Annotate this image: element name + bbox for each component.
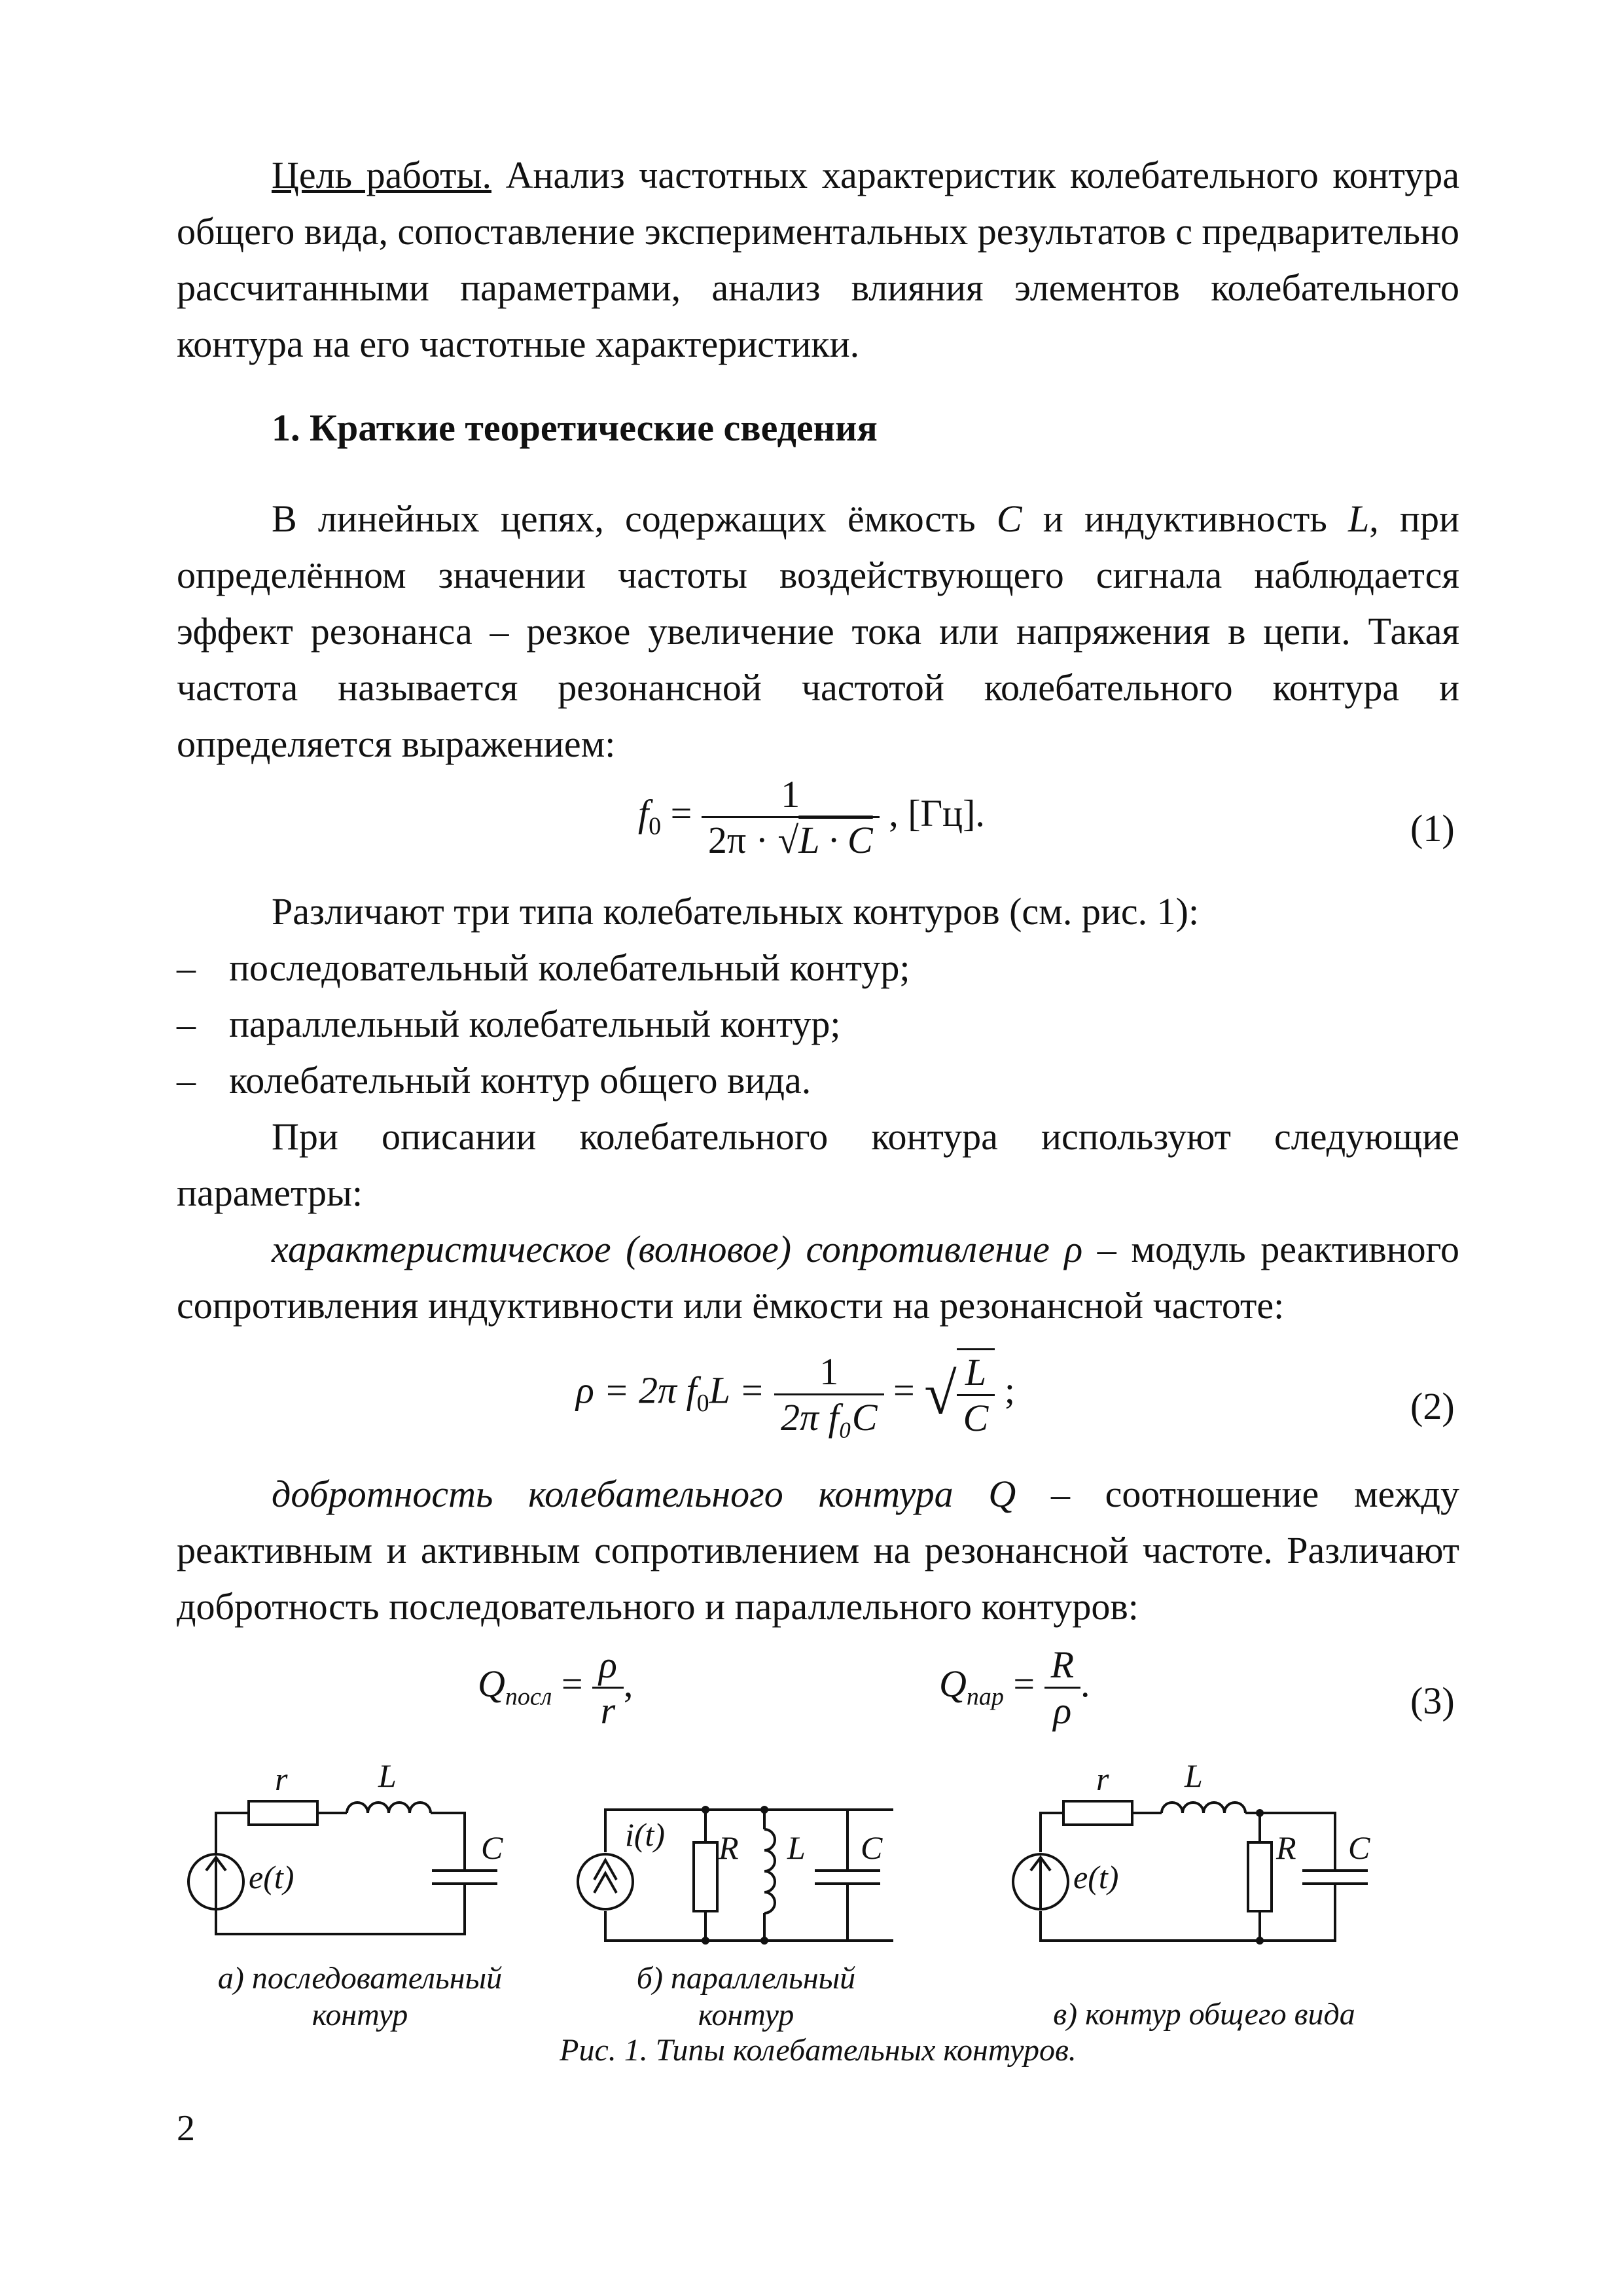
circuit-general bbox=[1013, 1801, 1368, 1941]
params-intro: При описании колебательного контура используют следующие параметры: bbox=[177, 1115, 1459, 1214]
eq3-q2-den: ρ bbox=[1053, 1689, 1072, 1732]
equation-3-parallel: $Q_{пар}$ = $\frac{R}{\rho}$ . bbox=[939, 1643, 1090, 1732]
label-l: L bbox=[1185, 1757, 1203, 1794]
eq1-radicand: L · C bbox=[798, 819, 873, 861]
label-c: C bbox=[861, 1829, 883, 1866]
caption-a: а) последовательный контур bbox=[217, 1961, 503, 2032]
eq2-sqrt-den: C bbox=[963, 1397, 989, 1439]
eq2-denominator: 2π f₀C bbox=[781, 1395, 878, 1439]
resistor-r-icon bbox=[249, 1801, 317, 1825]
circuits-figure bbox=[0, 1754, 1623, 1990]
eq3-q2-lhs: Q bbox=[939, 1662, 967, 1705]
rho-term: характеристическое (волновое) сопротивление ρ bbox=[272, 1228, 1083, 1270]
eq1-lhs: f bbox=[638, 791, 649, 834]
inductor-l-icon bbox=[764, 1829, 775, 1913]
section-title: 1. Краткие теоретические сведения bbox=[272, 406, 878, 449]
eq2-numerator: 1 bbox=[774, 1350, 884, 1395]
equation-3-series: $Q_{посл}$ = $\frac{\rho}{r}$ , bbox=[478, 1643, 633, 1732]
label-source: e(t) bbox=[249, 1859, 294, 1895]
intro-text-3: , при определённом значении частоты воздействующего сигнала наблюдается эффект резонанса – резкое увеличение тока или напряжения в цепи. Такая частота называется резонансной частотой колебательного контура и определяется выражением: bbox=[177, 497, 1459, 765]
q-text: – соотношение между реактивным и активным сопротивлением на резонансной частоте. Различают добротность последовательного и параллельного контуров: bbox=[177, 1473, 1459, 1628]
label-l: L bbox=[378, 1757, 397, 1794]
list-item-text: параллельный колебательный контур; bbox=[229, 1003, 841, 1045]
label-c: C bbox=[481, 1829, 503, 1866]
equation-1: $f_0$ = $\frac{1}{2\pi \cdot √L \cdot C}$ , [Гц]. bbox=[638, 773, 985, 861]
list-item: – колебательный контур общего вида. bbox=[177, 1059, 812, 1102]
eq2-end: ; bbox=[1004, 1369, 1015, 1412]
eq3-q1-num: ρ bbox=[592, 1643, 624, 1689]
eq1-numerator: 1 bbox=[702, 772, 880, 818]
intro-paragraph bbox=[177, 491, 1459, 772]
inductor-l-icon bbox=[1162, 1803, 1245, 1813]
list-item-text: последовательный колебательный контур; bbox=[229, 946, 910, 989]
rho-definition bbox=[177, 1221, 1459, 1334]
intro-text-2: и индуктивность bbox=[1022, 497, 1348, 540]
eq3-q2-end: . bbox=[1080, 1662, 1090, 1705]
eq3-number: (3) bbox=[1410, 1679, 1455, 1722]
eq3-q1-sub: посл bbox=[505, 1683, 552, 1711]
eq1-fraction bbox=[702, 772, 880, 862]
eq1-number: (1) bbox=[1410, 807, 1455, 850]
q-definition bbox=[177, 1466, 1459, 1635]
goal-label: Цель работы. bbox=[272, 154, 491, 196]
caption-b: б) параллельный контур bbox=[636, 1961, 856, 2032]
figure-title: Рис. 1. Типы колебательных контуров. bbox=[560, 2033, 1077, 2068]
label-r: R bbox=[719, 1829, 739, 1866]
eq3-q2-sub: пар bbox=[966, 1683, 1004, 1711]
eq1-sub: 0 bbox=[649, 812, 662, 840]
label-r: R bbox=[1276, 1829, 1296, 1866]
label-c: C bbox=[1348, 1829, 1370, 1866]
eq2-sub: 0 bbox=[696, 1389, 709, 1417]
eq3-q2-num: R bbox=[1044, 1643, 1080, 1689]
eq2-fraction bbox=[774, 1350, 884, 1439]
eq2-sqrt-fraction bbox=[957, 1348, 995, 1440]
intro-text-1: В линейных цепях, содержащих ёмкость bbox=[272, 497, 976, 540]
list-item: – параллельный колебательный контур; bbox=[177, 1003, 841, 1045]
eq1-den-prefix: 2π · bbox=[707, 819, 778, 861]
page-number: 2 bbox=[177, 2108, 195, 2149]
q-term: добротность колебательного контура Q bbox=[272, 1473, 1016, 1515]
eq2-number: (2) bbox=[1410, 1385, 1455, 1427]
eq3-q2-fraction bbox=[1044, 1643, 1080, 1732]
symbol-c: C bbox=[996, 497, 1022, 540]
eq1-unit: , [Гц]. bbox=[889, 791, 985, 834]
eq3-q1-end: , bbox=[623, 1662, 633, 1705]
label-source: e(t) bbox=[1073, 1859, 1119, 1895]
list-item-text: колебательный контур общего вида. bbox=[229, 1059, 812, 1102]
types-intro: Различают три типа колебательных контуров (см. рис. 1): bbox=[272, 890, 1200, 933]
label-r: r bbox=[1096, 1761, 1109, 1797]
eq2-lhs: ρ = 2π f bbox=[576, 1369, 697, 1412]
eq3-q1-den: r bbox=[600, 1689, 616, 1732]
eq3-q1-lhs: Q bbox=[478, 1662, 505, 1705]
rho-text: – модуль реактивного сопротивления индуктивности или ёмкости на резонансной частоте: bbox=[177, 1228, 1460, 1327]
resistor-r-icon bbox=[694, 1842, 717, 1911]
eq2-sqrt-num: L bbox=[957, 1350, 995, 1396]
eq1-denominator: 2π · √L · C bbox=[707, 819, 873, 861]
equation-2: ρ = 2π $f_0L$ = $\frac{1}{\text{2π f₀C}}$ = √ $\frac{L}{C}$ ; bbox=[576, 1348, 1015, 1440]
label-source: i(t) bbox=[625, 1816, 666, 1853]
caption-c: в) контур общего вида bbox=[1053, 1997, 1355, 2032]
label-l: L bbox=[787, 1829, 806, 1866]
resistor-r-icon bbox=[1248, 1842, 1272, 1911]
label-r: r bbox=[275, 1761, 288, 1797]
goal-text: Анализ частотных характеристик колебательного контура общего вида, сопоставление экспериментальных результатов с предварительно рассчитанными параметрами, анализ влияния элементов колебательного контура на его частотные характеристики. bbox=[177, 154, 1459, 365]
circuit-series bbox=[188, 1801, 497, 1934]
resistor-r-icon bbox=[1063, 1801, 1132, 1825]
eq2-mid: L = bbox=[709, 1369, 765, 1412]
symbol-l: L bbox=[1347, 497, 1370, 540]
inductor-l-icon bbox=[347, 1803, 431, 1813]
goal-paragraph bbox=[177, 147, 1459, 372]
eq3-q1-fraction bbox=[592, 1643, 624, 1732]
list-item: – последовательный колебательный контур; bbox=[177, 946, 910, 989]
